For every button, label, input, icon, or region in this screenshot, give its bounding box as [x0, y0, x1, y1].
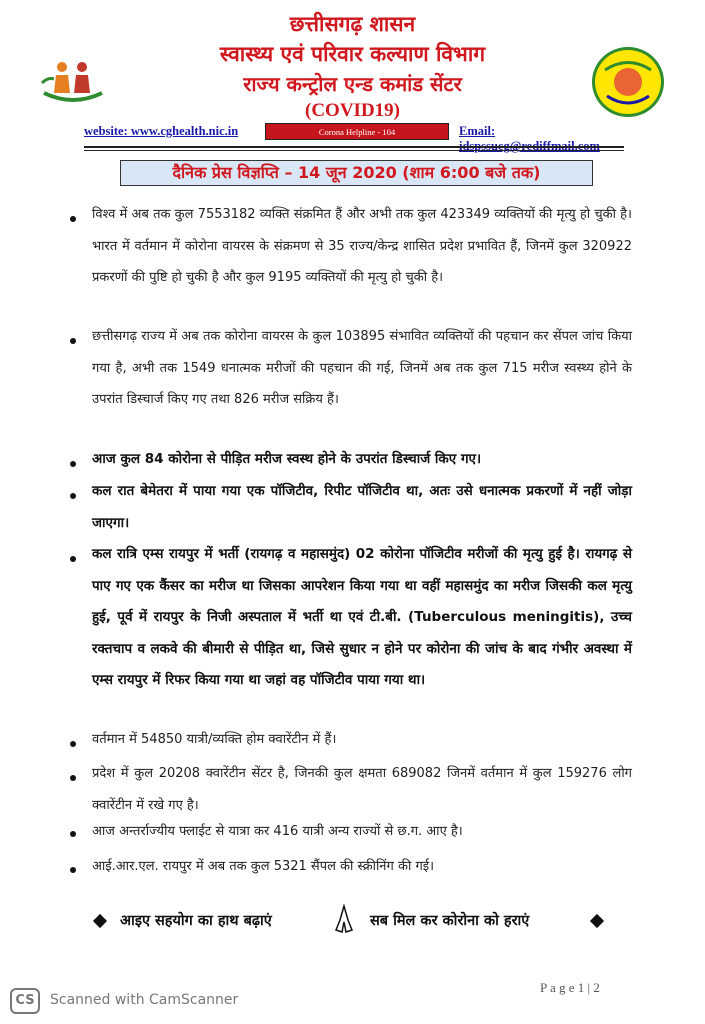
health-mission-logo-icon [38, 55, 108, 107]
press-release-title: दैनिक प्रेस विज्ञप्ति – 14 जून 2020 (शाम 6:00 बजे तक) [120, 160, 593, 186]
bullet-quarantine-centers: प्रदेश में कुल 20208 क्वारेंटीन सेंटर है, जिनकी कुल क्षमता 689082 जिनमें वर्तमान में कुल 159276 लोग क्वारेंटीन में रखे गए है। [92, 766, 632, 813]
page-number: P a g e 1 | 2 [540, 980, 600, 995]
scanner-watermark: Scanned with CamScanner [50, 992, 239, 1008]
bullet-icon [70, 461, 76, 467]
bullet-icon [70, 493, 76, 499]
diamond-icon [590, 914, 604, 928]
bullet-icon [70, 775, 76, 781]
bullet-bemetara-repeat: कल रात बेमेतरा में पाया गया एक पॉजिटीव, रिपीट पॉजिटीव था, अतः उसे धनात्मक प्रकरणों में नहीं जोड़ा जाएगा। [92, 483, 632, 531]
bullet-aiims-deaths: कल रात्रि एम्स रायपुर में भर्ती (रायगढ़ व महासमुंद) 02 कोरोना पॉजिटीव मरीजों की मृत्यु हुई है। रायगढ़ से पाए गए एक कैंसर का मरीज था जिसका आपरेशन किया गया था वहीं महासमुंद का मरीज जिसकी कल मृत्यु हुई, पूर्व में रायपुर के निजी अस्पताल में भर्ती था एवं टी.बी. (Tuberculous meningitis), उच्च रक्तचाप व लकवे की बीमारी से पीड़ित था, जिसे सुधार न होने पर कोरोना की जांच के बाद गंभीर अवस्था में एम्स रायपुर में रिफर किया गया था जहां वह पॉजिटीव पाया गया था। [92, 546, 632, 688]
website-link[interactable]: website: www.cghealth.nic.in [84, 124, 239, 138]
bullet-irl-screening: आई.आर.एल. रायपुर में अब तक कुल 5321 सैंपल की स्क्रीनिंग की गई। [92, 859, 435, 874]
header-department-govt: छत्तीसगढ़ शासन [289, 12, 416, 36]
state-health-emblem-icon [592, 47, 664, 117]
slogan-right: सब मिल कर कोरोना को हराएं [370, 913, 530, 929]
diamond-icon [93, 914, 107, 928]
header-health-department: स्वास्थ्य एवं परिवार कल्याण विभाग [219, 42, 486, 66]
folded-hands-icon [330, 904, 358, 934]
bullet-icon [70, 556, 76, 562]
bullet-discharged-today: आज कुल 84 कोरोना से पीड़ित मरीज स्वस्थ होने के उपरांत डिस्चार्ज किए गए। [92, 451, 482, 467]
helpline-badge: Corona Helpline - 104 [265, 123, 449, 140]
bullet-icon [70, 338, 76, 344]
header-control-center: राज्य कन्ट्रोल एन्ड कमांड सेंटर [243, 72, 462, 96]
bullet-state-stats: छत्तीसगढ़ राज्य में अब तक कोरोना वायरस के कुल 103895 संभावित व्यक्तियों की पहचान कर सेंपल जांच किया गया है, अभी तक 1549 धनात्मक मरीजों की पहचान की गई, जिनमें अब तक कुल 715 मरीज स्वस्थ्य होने के उपरांत डिस्चार्ज किए गए तथा 826 मरीज सक्रिय हैं। [92, 329, 632, 407]
header-divider-thin [84, 150, 624, 151]
bullet-icon [70, 831, 76, 837]
slogan-left: आइए सहयोग का हाथ बढ़ाएं [120, 913, 272, 929]
bullet-icon [70, 741, 76, 747]
header-divider [84, 146, 624, 148]
camscanner-logo-icon: CS [10, 988, 40, 1014]
bullet-interstate-flight: आज अन्तर्राज्यीय फ्लाईट से यात्रा कर 416 यात्री अन्य राज्यों से छ.ग. आए है। [92, 824, 463, 839]
email-link[interactable]: Email: idspssucg@rediffmail.com [459, 124, 600, 153]
contact-row [84, 124, 624, 153]
bullet-icon [70, 216, 76, 222]
header-covid19: (COVID19) [305, 100, 400, 121]
bullet-home-quarantine: वर्तमान में 54850 यात्री/व्यक्ति होम क्वारेंटीन में हैं। [92, 732, 337, 747]
slogan-row [0, 910, 705, 934]
bullet-icon [70, 867, 76, 873]
bullet-world-stats: विश्व में अब तक कुल 7553182 व्यक्ति संक्रमित हैं और अभी तक कुल 423349 व्यक्तियों की मृत्यु हो चुकी है। भारत में वर्तमान में कोरोना वायरस के संक्रमण से 35 राज्य/केन्द्र शासित प्रदेश प्रभावित हैं, जिनमें कुल 320922 प्रकरणों की पुष्टि हो चुकी है और कुल 9195 व्यक्तियों की मृत्यु हो चुकी है। [92, 207, 632, 285]
